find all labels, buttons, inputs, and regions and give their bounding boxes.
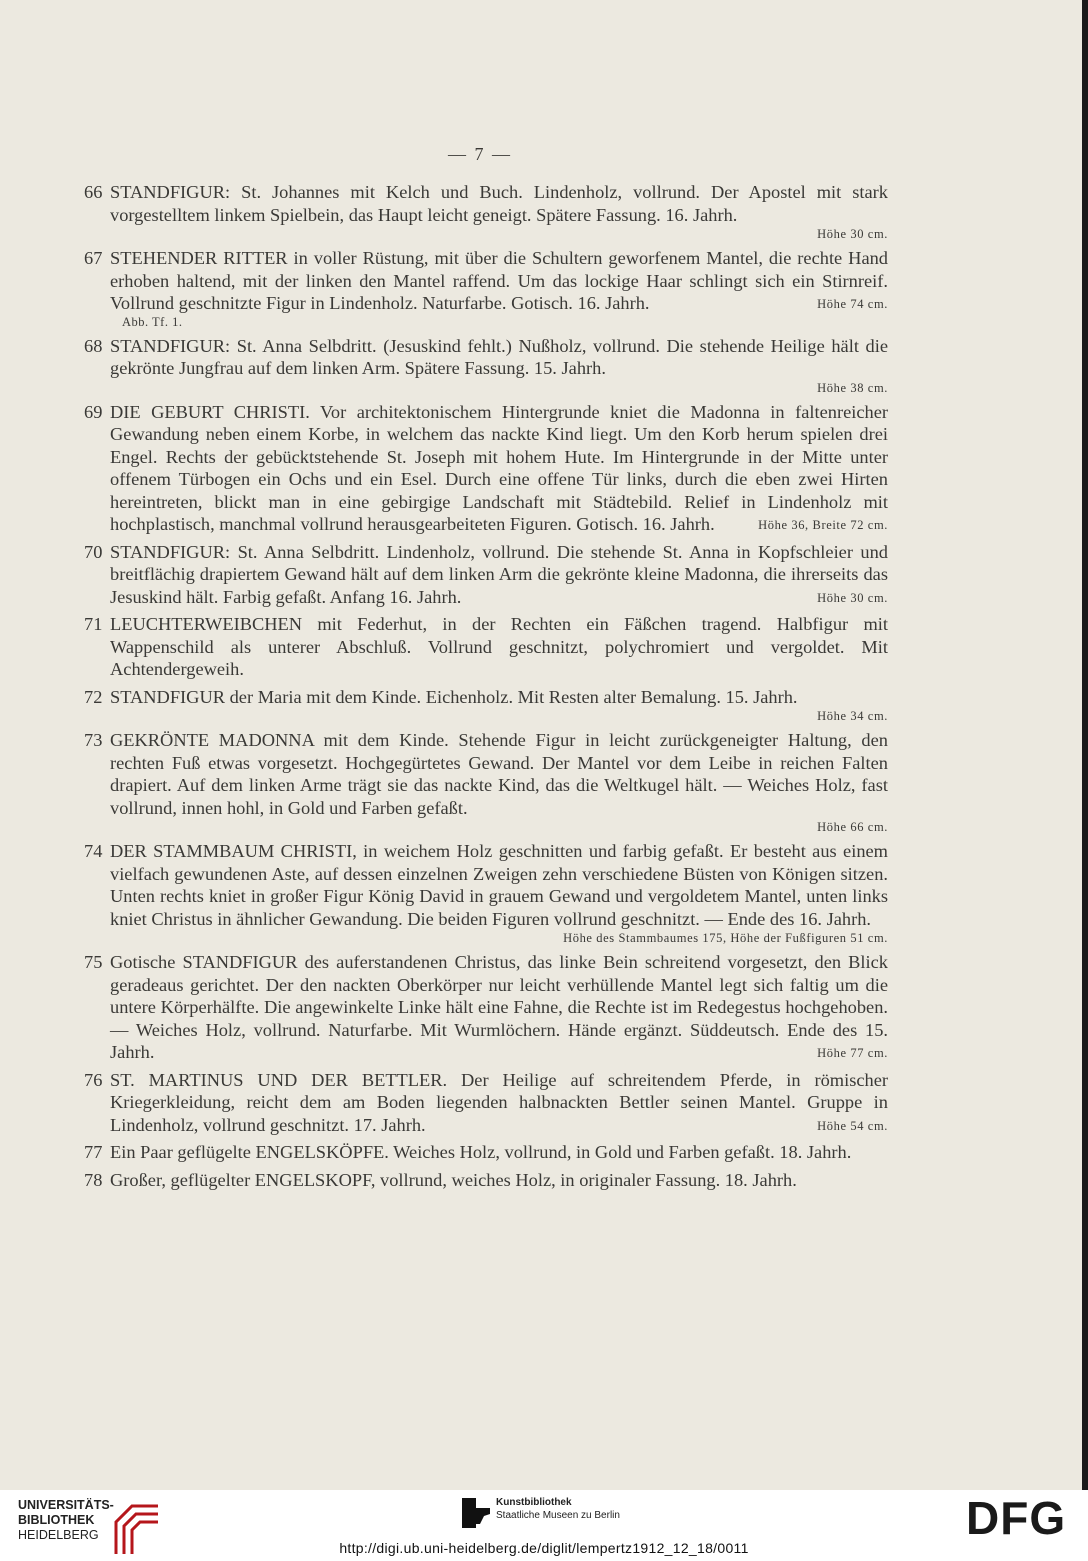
entry-text: STANDFIGUR: St. Johannes mit Kelch und Buch. Lindenholz, vollrund. Der Apostel mit stark vorgestelltem linkem Spielbein, das Haupt leicht geneigt. Spätere Fassung. 16. Jahrh. <box>110 182 888 225</box>
catalog-entry <box>84 686 888 725</box>
ub-line-1: UNIVERSITÄTS- <box>18 1498 114 1512</box>
entry-body <box>110 1169 888 1192</box>
entry-text: STEHENDER RITTER in voller Rüstung, mit über die Schultern geworfenem Mantel, die rechte Hand erhoben haltend, mit der linken den Mantel raffend. Um das lockige Haar schlingt sich ein Stirnreif. Vollrund geschnitzte Figur in Lindenholz. Naturfarbe. Gotisch. 16. Jahrh. <box>110 248 888 313</box>
entry-measurement: Höhe 54 cm. <box>817 1118 888 1133</box>
catalog-entry <box>84 401 888 536</box>
entry-body <box>110 335 888 380</box>
kb-line-2: Staatliche Museen zu Berlin <box>496 1510 620 1521</box>
entry-number: 75 <box>84 952 103 972</box>
kunstbibliothek-mark-icon <box>462 1498 492 1528</box>
entry-text: Ein Paar geflügelte ENGELSKÖPFE. Weiches Holz, vollrund, in Gold und Farben gefaßt. 18. Jahrh. <box>110 1142 852 1162</box>
ub-line-3: HEIDELBERG <box>18 1528 99 1542</box>
entry-text: LEUCHTERWEIBCHEN mit Federhut, in der Rechten ein Fäßchen tragend. Halbfigur mit Wappenschild als unterer Abschluß. Vollrund geschnitzt, polychromiert und vergoldet. Mit Achtendergeweih. <box>110 614 888 679</box>
catalog-entry <box>84 840 888 946</box>
catalog-entry <box>84 951 888 1064</box>
catalog-entry <box>84 729 888 835</box>
entry-number: 76 <box>84 1069 103 1090</box>
permalink-url[interactable]: http://digi.ub.uni-heidelberg.de/diglit/lempertz1912_12_18/0011 <box>339 1540 749 1556</box>
entry-body <box>110 247 888 315</box>
catalog-entry <box>84 335 888 396</box>
catalog-entry <box>84 541 888 609</box>
entry-number: 78 <box>84 1169 103 1190</box>
entry-body <box>110 840 888 930</box>
dfg-logo[interactable]: DFG <box>966 1492 1067 1544</box>
entry-measurement: Höhe 77 cm. <box>817 1046 888 1060</box>
entry-text: ST. MARTINUS UND DER BETTLER. Der Heilige auf schreitendem Pferde, in römischer Kriegerkleidung, reicht dem am Boden liegenden halbnackten Bettler seinen Mantel. Gruppe in Lindenholz, vollrund geschnitzt. 17. Jahrh. <box>110 1069 888 1135</box>
entry-measurement: Höhe des Stammbaumes 175, Höhe der Fußfiguren 51 cm. <box>563 931 888 945</box>
entry-text: Gotische STANDFIGUR des auferstandenen Christus, das linke Bein schreitend vorgesetzt, den Blick geradeaus gerichtet. Der den nackten Oberkörper nur leicht verhüllende Mantel legt sich faltig um die untere Körperhälfte. Die angewinkelte Linke hält eine Fahne, die Rechte ist im Redegestus hochgehoben. — Weiches Holz, vollrund. Naturfarbe. Mit Wurmlöchern. Hände ergänzt. Süddeutsch. Ende des 15. Jahrh. <box>110 952 888 1062</box>
entry-text: DIE GEBURT CHRISTI. Vor architektonischem Hintergrunde kniet die Madonna in faltenreicher Gewandung neben einem Korbe, in welchem das nackte Kind liegt. Um den Korb herum spielen drei Engel. Rechts der gebücktstehende St. Joseph mit hohem Hute. Im Hintergrunde in der Mitte unter offenem Türbogen ein Ochs und ein Esel. Durch eine offene Tür links, durch die eben zwei Hirten hereintreten, blickt man in eine gebirgige Landschaft mit Städtebild. Relief in Lindenholz mit hochplastisch, manchmal vollrund herausgearbeiteten Figuren. Gotisch. 16. Jahrh. <box>110 401 888 534</box>
kb-line-1: Kunstbibliothek <box>496 1497 572 1508</box>
entry-body <box>110 729 888 819</box>
entry-number: 68 <box>84 335 103 356</box>
entry-text: STANDFIGUR: St. Anna Selbdritt. Lindenholz, vollrund. Die stehende St. Anna in Kopfschleier und breitflächig drapiertem Gewand hält auf dem linken Arm die gekrönte kleine Madonna, die ihrerseits das Jesuskind hält. Farbig gefaßt. Anfang 16. Jahrh. <box>110 541 888 607</box>
entry-text: DER STAMMBAUM CHRISTI, in weichem Holz geschnitten und farbig gefaßt. Er besteht aus einem vielfach gewundenen Aste, auf dessen einzelnen Zweigen zehn verschiedene Büsten von Königen sitzen. Unten rechts kniet in großer Figur König David in grauem Gewand und vergoldetem Mantel, unten links kniet Christus in ähnlicher Gewandung. Die beiden Figuren vollrund geschnitzt. — Ende des 16. Jahrh. <box>110 841 888 929</box>
entry-number: 69 <box>84 401 103 422</box>
entry-number: 70 <box>84 541 103 562</box>
entry-measurement: Höhe 66 cm. <box>817 820 888 834</box>
footer-bar <box>0 1490 1088 1561</box>
entry-body <box>110 1069 888 1137</box>
entry-measurement: Höhe 74 cm. <box>817 297 888 311</box>
entry-body <box>110 181 888 226</box>
entry-text: GEKRÖNTE MADONNA mit dem Kinde. Stehende Figur in leicht zurückgeneigter Haltung, den rechten Fuß etwas vorgesetzt. Hochgegürtetes Gewand. Der Mantel vor dem Leibe in reichen Falten drapiert. Auf dem linken Arme trägt sie das nackte Kind, das die Weltkugel hält. — Weiches Holz, fast vollrund, innen hohl, in Gold und Farben gefaßt. <box>110 730 888 818</box>
entry-number: 67 <box>84 248 103 268</box>
entry-number: 74 <box>84 841 103 861</box>
catalog-entry <box>84 613 888 681</box>
entry-measurement: Höhe 30 cm. <box>817 227 888 241</box>
catalog-entry <box>84 181 888 242</box>
catalog-entry <box>84 1141 888 1164</box>
catalog-entry <box>84 1169 888 1192</box>
page-number: — 7 — <box>448 144 512 164</box>
entry-plate-reference: Abb. Tf. 1. <box>122 314 183 329</box>
entry-measurement: Höhe 30 cm. <box>817 590 888 605</box>
entry-body <box>110 951 888 1064</box>
entry-list <box>84 181 888 1196</box>
entry-body <box>110 401 888 536</box>
entry-text: Großer, geflügelter ENGELSKOPF, vollrund, weiches Holz, in originaler Fassung. 18. Jahrh. <box>110 1169 797 1190</box>
entry-text: STANDFIGUR: St. Anna Selbdritt. (Jesuskind fehlt.) Nußholz, vollrund. Die stehende Heilige hält die gekrönte Jungfrau auf dem linken Arm. Spätere Fassung. 15. Jahrh. <box>110 335 888 378</box>
kunstbibliothek-text <box>496 1496 620 1522</box>
entry-body <box>110 541 888 609</box>
kunstbibliothek-logo[interactable] <box>462 1496 662 1536</box>
entry-measurement: Höhe 34 cm. <box>817 709 888 723</box>
ub-line-2: BIBLIOTHEK <box>18 1513 95 1527</box>
entry-measurement: Höhe 38 cm. <box>817 380 888 395</box>
entry-text: STANDFIGUR der Maria mit dem Kinde. Eichenholz. Mit Resten alter Bemalung. 15. Jahrh. <box>110 686 798 707</box>
entry-number: 72 <box>84 686 103 707</box>
entry-number: 66 <box>84 182 103 202</box>
entry-number: 73 <box>84 730 103 750</box>
entry-body <box>110 613 888 681</box>
entry-measurement: Höhe 36, Breite 72 cm. <box>758 518 888 532</box>
entry-number: 77 <box>84 1142 103 1162</box>
catalog-entry <box>84 247 888 330</box>
entry-body <box>110 686 888 709</box>
catalog-entry <box>84 1069 888 1137</box>
entry-body <box>110 1141 888 1164</box>
entry-number: 71 <box>84 614 103 634</box>
